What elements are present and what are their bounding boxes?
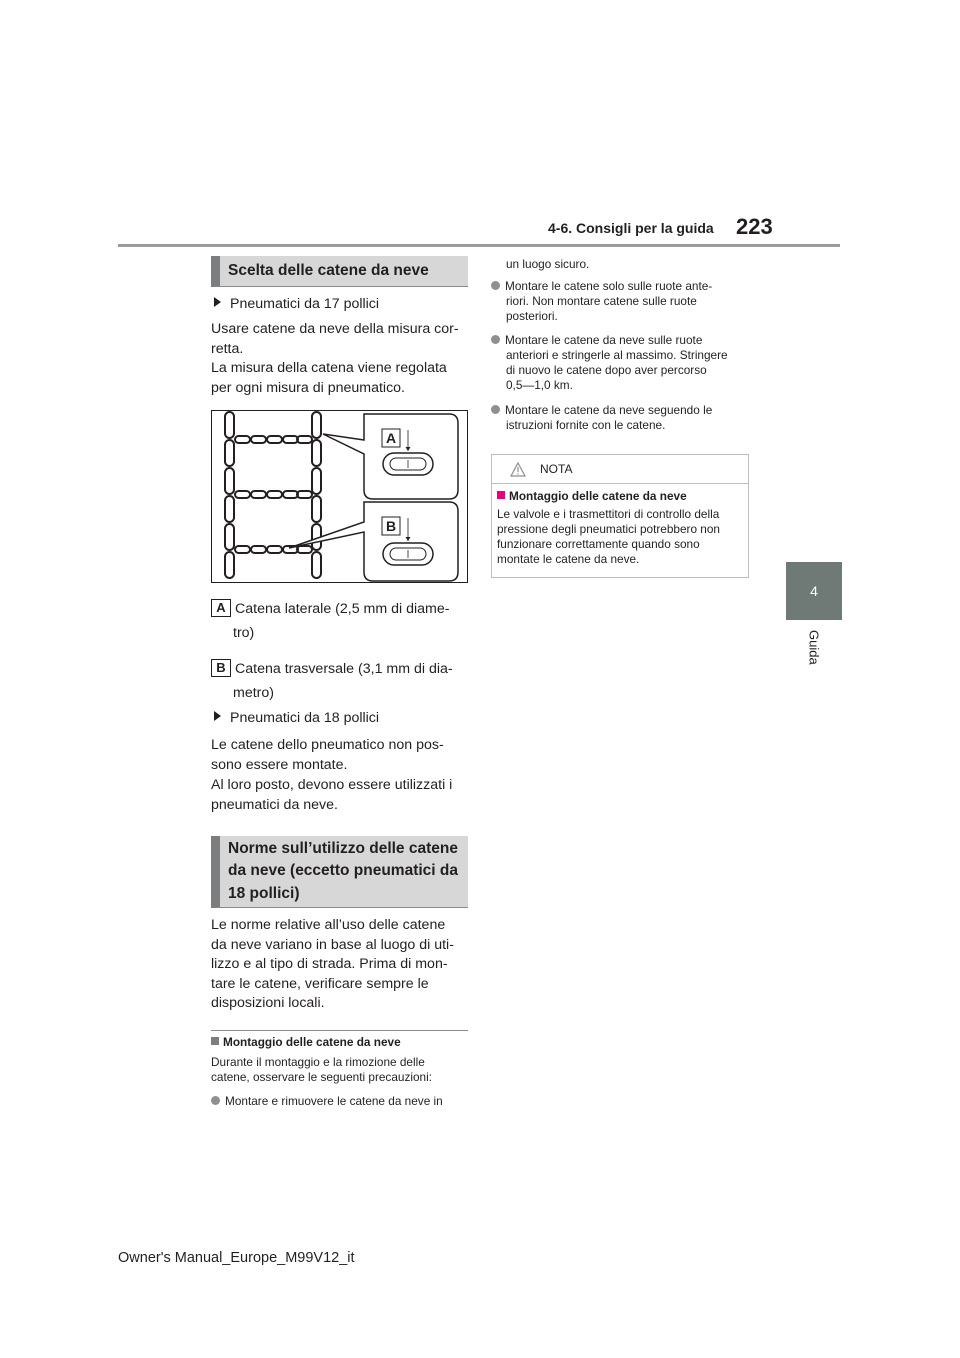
warning-triangle-icon: [510, 462, 526, 477]
triangle-bullet-icon: [214, 297, 221, 307]
paragraph-precautions: Durante il montaggio e la rimozione delle catene, osservare le seguenti precauzioni:: [211, 1055, 432, 1084]
dot-bullet-icon: [491, 335, 500, 344]
section-header: 4-6. Consigli per la guida: [548, 220, 714, 236]
figure-label-b: B: [385, 518, 397, 534]
bullet-front-wheels: Montare le catene solo sulle ruote ante- riori. Non montare catene sulle ruote posteriori.: [491, 279, 712, 324]
page-number: 223: [736, 214, 773, 239]
nota-header: [492, 455, 748, 484]
legend-item-a: A Catena laterale (2,5 mm di diame-: [211, 599, 449, 620]
figure-label-a: A: [385, 430, 397, 446]
square-bullet-icon: [497, 491, 505, 499]
legend-item-b: B Catena trasversale (3,1 mm di dia-: [211, 659, 453, 680]
dot-bullet-icon: [491, 281, 500, 290]
nota-box: [491, 454, 749, 578]
subheading-18-inch: Pneumatici da 18 pollici: [214, 709, 379, 729]
paragraph-snow-tyres: Al loro posto, devono essere utilizzati i pneumatici da neve.: [211, 777, 453, 813]
footer-manual-id: Owner's Manual_Europe_M99V12_it: [118, 1250, 355, 1266]
label-b-box: B: [211, 659, 231, 677]
nota-heading: Montaggio delle catene da neve: [497, 489, 687, 504]
bullet-instructions: Montare le catene da neve seguendo le istruzioni fornite con le catene.: [491, 403, 712, 433]
header-rule: [118, 244, 840, 247]
divider: [211, 1030, 468, 1031]
nota-text: Le valvole e i trasmettitori di controllo della pressione degli pneumatici potrebbero non funzionare correttamente quando sono montate le catene da neve.: [497, 507, 720, 566]
nota-title: NOTA: [540, 462, 573, 476]
triangle-bullet-icon: [214, 711, 221, 721]
continued-line: un luogo sicuro.: [506, 257, 590, 271]
chapter-label: Guida: [806, 630, 822, 665]
paragraph-no-chains: Le catene dello pneumatico non pos- sono essere montate.: [211, 737, 444, 773]
section-heading-chain-rules: Norme sull’utilizzo delle catene da neve (eccetto pneumatici da 18 pollici): [211, 836, 468, 908]
label-a-box: A: [211, 599, 231, 617]
square-bullet-icon: [211, 1037, 219, 1045]
bullet-tighten: Montare le catene da neve sulle ruote anteriori e stringerle al massimo. Stringere di nuovo le catene dopo aver percorso 0,5—1,0 km.: [491, 333, 728, 393]
paragraph-local-rules: Le norme relative all’uso delle catene da neve variano in base al luogo di uti- lizzo e al tipo di strada. Prima di mon- tare le catene, verificare sempre le disposizioni locali.: [211, 917, 454, 1012]
legend-item-b-cont: metro): [233, 685, 274, 701]
dot-bullet-icon: [491, 405, 500, 414]
bullet-safe-place: Montare e rimuovere le catene da neve in: [211, 1094, 443, 1109]
legend-item-a-cont: tro): [233, 625, 255, 641]
chapter-number: 4: [810, 583, 818, 599]
subheading-17-inch: Pneumatici da 17 pollici: [214, 295, 379, 315]
section-heading-chain-choice: Scelta delle catene da neve: [211, 256, 468, 287]
snow-chain-figure: [211, 410, 468, 583]
small-heading-mounting: Montaggio delle catene da neve: [211, 1035, 401, 1050]
dot-bullet-icon: [211, 1096, 220, 1105]
chapter-tab: [786, 562, 842, 620]
paragraph-chain-size: Usare catene da neve della misura cor- retta. La misura della catena viene regolata per ogni misura di pneumatico.: [211, 321, 459, 396]
